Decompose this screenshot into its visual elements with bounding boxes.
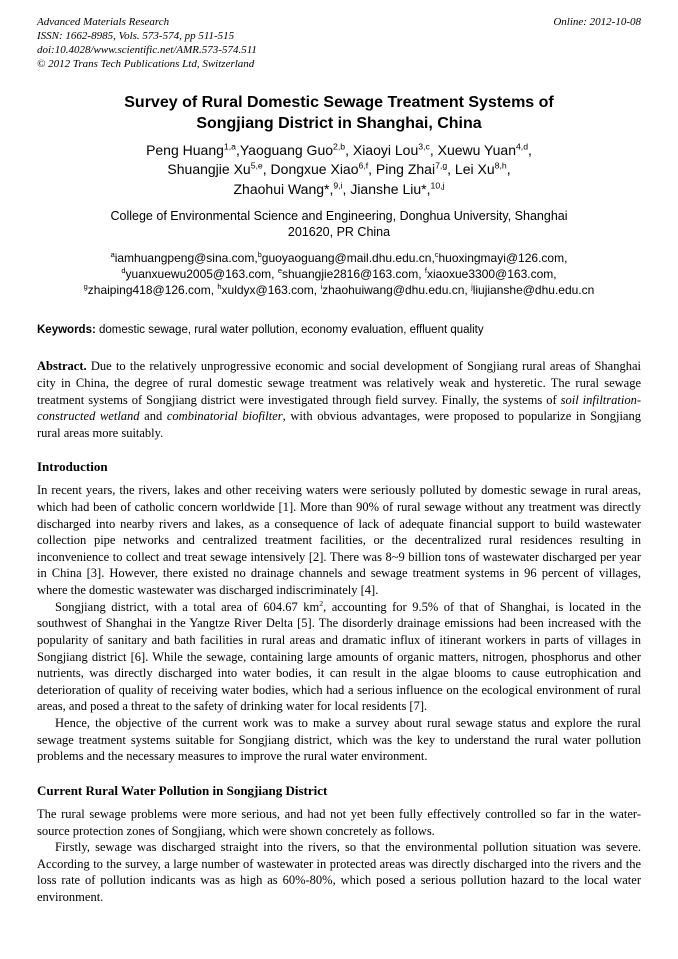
author	[236, 142, 345, 158]
author-name: Zhaohui Wang*,	[233, 180, 334, 197]
abstract-text: , with obvious advantages, were proposed to popularize in Songjiang rural areas more suitably.	[37, 409, 641, 440]
email-list	[37, 251, 641, 298]
email-address: iamhuangpeng@sina.com,	[114, 251, 258, 266]
author	[368, 161, 447, 177]
author-list	[37, 141, 641, 199]
affiliation	[37, 208, 641, 241]
author-name: , Xuewu Yuan	[429, 141, 516, 158]
paragraph: In recent years, the rivers, lakes and other receiving waters were seriously polluted by domestic sewage in rural areas, which had been of catholic concern worldwide [1]. More than 90% of rural sewage without any treatment was directly discharged into nearby rivers and lakes, as a consequence of lack of adequate financial support to build wastewater collection pipe networks and centralized treatment facilities, or the decentralized rural residences resulting in inconvenience to collect and treat sewage intensively [2]. There was 8~9 billion tons of wastewater discharged per year in China [3]. However, there existed no drainage channels and sewage treatment systems in 96 percent of villages, where the domestic wastewater was discharged indiscriminately [4].	[37, 483, 641, 598]
author-name: , Xiaoyi Lou	[345, 141, 419, 158]
email-line-2	[37, 267, 641, 283]
author	[234, 181, 343, 197]
affiliation-line1: College of Environmental Science and Engineering, Donghua University, Shanghai	[110, 208, 568, 223]
email	[84, 283, 218, 297]
keywords-line	[37, 323, 641, 339]
email-superscript: h	[217, 282, 222, 291]
affiliation-line2: 201620, PR China	[287, 225, 391, 240]
author	[146, 142, 236, 158]
email-line-3	[37, 283, 641, 299]
paragraph: Hence, the objective of the current work was to make a survey about rural sewage status and explore the rural sewage treatment systems suitable for Songjiang district, which was the key to understand the rural water pollution problems and the necessary measures to improve the rural water environment.	[37, 716, 641, 764]
email-address: liujianshe@dhu.edu.cn	[472, 283, 595, 297]
abstract-label: Abstract.	[37, 359, 87, 374]
paragraph-text: , accounting for 9.5% of that of Shanghai, is located in the southwest of Shanghai in the Yangtze River Delta [5]. The disorderly drainage emissions had been increased with the popularity of sanitary and bath facilities in rural areas and dramatic influx of itinerant workers in parts of villages in Songjiang district [6]. While the sewage, containing large amounts of organic matters, nitrogen, phosphorus and other nutrients, was directly discharged into water bodies, it can result in the algae blooms to cause eutrophication and deterioration of quality of receiving water bodies, which had a serious influence on the ecological environment of rural areas, and posed a threat to the safety of drinking water for local residents [7].	[37, 599, 642, 714]
author-name: ,Yaoguang Guo	[235, 141, 334, 158]
email-superscript: a	[110, 250, 115, 260]
paragraph: Firstly, sewage was discharged straight into the rivers, so that the environmental pollution situation was severe. According to the survey, a large number of wastewater in protected areas was directly discharged into the rivers and the loss rate of pollution indicants was as high as 60%-80%, which posed a serious pollution hazard to the local water environment.	[37, 840, 641, 904]
author-name: , Jianshe Liu*,	[342, 180, 431, 197]
abstract	[37, 358, 641, 441]
doi-line: doi:10.4028/www.scientific.net/AMR.573-574.511	[37, 44, 257, 57]
email-superscript: j	[471, 282, 473, 291]
author	[447, 161, 507, 177]
email	[435, 251, 568, 265]
email-superscript: g	[83, 282, 88, 291]
keywords-label: Keywords:	[37, 323, 96, 336]
email-superscript: c	[434, 250, 439, 260]
email-superscript: d	[121, 266, 126, 276]
author	[343, 181, 445, 197]
author-name: Shuangjie Xu	[167, 161, 251, 178]
email	[111, 251, 258, 265]
author-name: , Lei Xu	[447, 161, 495, 178]
paragraph: The rural sewage problems were more serious, and had not yet been fully effectively controlled so far in the water-source protection zones of Songjiang, which were shown concretely as follows.	[37, 806, 641, 838]
paper-title-line1: Survey of Rural Domestic Sewage Treatment Systems of	[124, 94, 554, 112]
author	[167, 161, 262, 177]
email-address: guoyaoguang@mail.dhu.edu.cn,	[261, 251, 435, 266]
author-superscript: 7,g	[435, 160, 448, 171]
author-line-2	[37, 160, 641, 179]
author-superscript: 2,b	[333, 141, 346, 152]
email-line-1	[37, 251, 641, 267]
paper-title-line2: Songjiang District in Shanghai, China	[196, 115, 482, 133]
section-heading-introduction: Introduction	[37, 459, 108, 475]
journal-header-left	[37, 15, 257, 71]
journal-name: Advanced Materials Research	[37, 16, 170, 28]
paragraph-text: Songjiang district, with a total area of 604.67 km	[55, 599, 320, 614]
email-address: shuangjie2816@163.com,	[281, 267, 425, 282]
author-superscript: 4,d	[515, 141, 529, 152]
paper-title	[37, 93, 641, 135]
email-address: zhaohuiwang@dhu.edu.cn,	[322, 283, 472, 297]
author	[430, 142, 528, 158]
author-name: , Ping Zhai	[368, 161, 436, 178]
superscript: 2	[319, 598, 324, 608]
keywords-text: domestic sewage, rural water pollution, economy evaluation, effluent quality	[95, 323, 484, 336]
email-superscript: e	[277, 266, 282, 276]
email-superscript: f	[424, 266, 427, 276]
abstract-italic-term: soil infiltration-constructed wetland	[37, 392, 641, 424]
email-address: xuldyx@163.com,	[221, 283, 321, 297]
online-date: Online: 2012-10-08	[553, 16, 641, 28]
section-heading-current-pollution: Current Rural Water Pollution in Songjiang District	[37, 782, 328, 798]
email-address: huoxingmayi@126.com,	[438, 251, 568, 266]
email-superscript: i	[320, 282, 323, 291]
author	[263, 161, 368, 177]
author-line-separator: ,	[506, 161, 511, 178]
email	[425, 267, 557, 281]
author-line-3	[37, 180, 641, 199]
author-superscript: 5,e	[250, 160, 263, 171]
email	[121, 267, 277, 281]
author-name: , Dongxue Xiao	[262, 161, 359, 178]
issn-line: ISSN: 1662-8985, Vols. 573-574, pp 511-515	[37, 30, 235, 43]
abstract-text: and	[139, 409, 167, 424]
author-line-1	[37, 141, 641, 160]
journal-header	[37, 15, 641, 71]
abstract-italic-term: combinatorial biofilter	[166, 409, 283, 424]
copyright-line: © 2012 Trans Tech Publications Ltd, Switzerland	[37, 58, 255, 71]
author-name: Peng Huang	[146, 141, 224, 158]
author-line-separator: ,	[528, 141, 532, 158]
paragraph	[37, 599, 641, 715]
email-address: yuanxuewu2005@163.com,	[125, 267, 278, 282]
author	[345, 142, 430, 158]
email-address: xiaoxue3300@163.com,	[426, 267, 557, 282]
author-superscript: 1,a	[223, 141, 236, 152]
email	[217, 282, 323, 297]
email	[320, 283, 471, 297]
email	[471, 283, 594, 297]
abstract-text: Due to the relatively unprogressive economic and social development of Songjiang rural areas of Shanghai city in China, the degree of rural domestic sewage treatment was relatively weak and hysteretic. The rural sewage treatment systems of Songjiang district were investigated through field survey. Finally, the systems of	[37, 359, 641, 407]
author-superscript: 10,j	[430, 179, 445, 190]
email-superscript: b	[257, 250, 262, 260]
email	[258, 251, 435, 265]
email	[278, 267, 425, 281]
email-address: zhaiping418@126.com,	[87, 283, 218, 297]
author-superscript: 6,f	[358, 160, 369, 171]
author-superscript: 9,i	[333, 179, 343, 190]
author-superscript: 8,h	[494, 160, 507, 171]
author-superscript: 3,c	[418, 141, 430, 152]
